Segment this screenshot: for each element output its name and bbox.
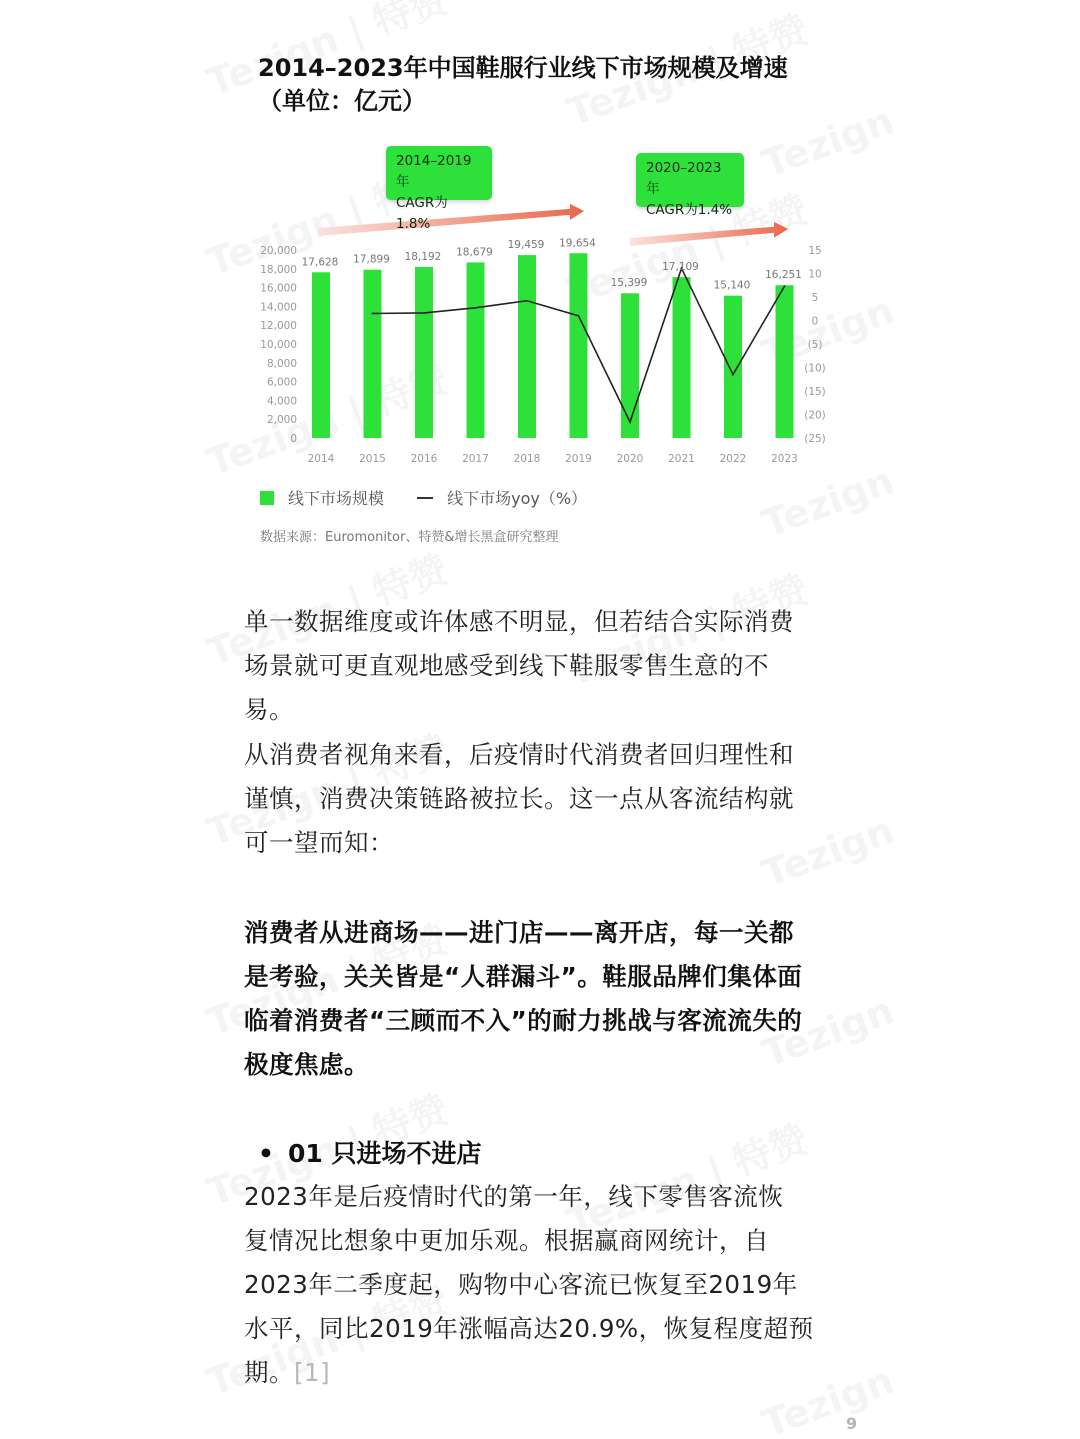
yoy-point-2023 [784, 285, 786, 287]
x-tick-label-2015: 2015 [359, 453, 386, 465]
y-right-tick-label: (25) [804, 433, 826, 445]
legend-line-swatch [417, 497, 433, 499]
paragraph-line: 极度焦虑。 [244, 1050, 369, 1079]
legend-bar-label: 线下市场规模 [288, 489, 385, 508]
x-tick-label-2020: 2020 [616, 453, 644, 465]
y-left-tick-label: 4,000 [266, 395, 297, 408]
yoy-point-2022 [732, 374, 734, 376]
badge-cagr: CAGR为1.8% [396, 195, 448, 232]
paragraph-4 [244, 1175, 844, 1395]
data-label-2017: 18,679 [456, 246, 493, 259]
yoy-point-2019 [578, 315, 580, 317]
y-left-tick-label: 6,000 [266, 376, 297, 389]
chart-source: 数据来源：Euromonitor、特赞&增长黑盒研究整理 [260, 530, 559, 545]
section-heading-text: 01 只进场不进店 [287, 1139, 482, 1168]
y-left-tick-label: 10,000 [260, 339, 297, 351]
x-tick-label-2016: 2016 [410, 453, 438, 465]
x-tick-label-2014: 2014 [307, 453, 335, 465]
paragraph-line: 2023年二季度起，购物中心客流已恢复至2019年 [244, 1270, 798, 1299]
paragraph-3-emphasis [244, 911, 844, 1087]
paragraph-line: 可一望而知： [244, 828, 394, 857]
yoy-point-2018 [526, 300, 528, 302]
y-right-tick-label: (5) [807, 339, 823, 351]
y-left-tick-label: 16,000 [260, 282, 297, 295]
y-right-tick-label: (20) [804, 409, 826, 422]
x-tick-label-2019: 2019 [565, 453, 592, 465]
paragraph-line: 场景就可更直观地感受到线下鞋服零售生意的不 [244, 651, 769, 680]
bar-2020 [621, 293, 639, 438]
legend-line-label: 线下市场yoy（%） [447, 489, 588, 508]
paragraph-1 [244, 600, 844, 732]
x-tick-label-2018: 2018 [513, 453, 541, 465]
y-left-tick-label: 18,000 [260, 263, 297, 276]
badge-cagr: CAGR为1.4% [646, 202, 733, 218]
bar-2014 [312, 272, 330, 438]
y-left-tick-label: 12,000 [260, 320, 297, 333]
paragraph-line: 消费者从进商场——进门店——离开店，每一关都 [244, 918, 794, 947]
data-label-2020: 15,399 [610, 277, 648, 290]
y-right-tick-label: (15) [804, 386, 826, 398]
chart-legend [260, 486, 587, 509]
y-left-tick-label: 20,000 [260, 245, 297, 257]
cagr-badge-2014-2019 [386, 146, 492, 232]
paragraph-line [244, 1351, 844, 1395]
bar-2019 [570, 253, 588, 438]
bar-2015 [364, 270, 382, 438]
y-left-tick-label: 0 [290, 433, 297, 445]
x-tick-label-2021: 2021 [668, 453, 695, 465]
yoy-point-2016 [423, 312, 425, 314]
y-left-tick-label: 8,000 [266, 357, 297, 370]
paragraph-line: 水平，同比2019年涨幅高达20.9%，恢复程度超预 [244, 1314, 814, 1343]
paragraph-line: 临着消费者“三顾而不入”的耐力挑战与客流流失的 [244, 1006, 803, 1035]
section-heading [258, 1132, 481, 1176]
yoy-point-2020 [629, 421, 631, 423]
y-right-tick-label: 0 [811, 315, 819, 328]
y-right-tick-label: 15 [808, 245, 822, 257]
paragraph-2 [244, 733, 844, 865]
y-left-tick-label: 2,000 [266, 414, 297, 427]
badge-period: 2014–2019年 [396, 153, 472, 190]
bar-2021 [673, 277, 691, 438]
x-tick-label-2022: 2022 [719, 453, 747, 465]
chart-title-line1: 2014–2023年中国鞋服行业线下市场规模及增速 [258, 54, 788, 82]
data-label-2021: 17,109 [662, 261, 699, 274]
data-label-2019: 19,654 [559, 237, 596, 250]
paragraph-line: 复情况比想象中更加乐观。根据赢商网统计，自 [244, 1226, 769, 1255]
paragraph-line: 单一数据维度或许体感不明显，但若结合实际消费 [244, 607, 794, 636]
x-tick-label-2023: 2023 [771, 453, 798, 465]
combo-chart [0, 0, 1080, 480]
paragraph-line: 易。 [244, 695, 294, 724]
x-tick-label-2017: 2017 [462, 453, 489, 465]
data-label-2023: 16,251 [765, 269, 802, 282]
y-left-tick-label: 14,000 [260, 301, 297, 314]
yoy-point-2015 [372, 313, 374, 315]
bar-2022 [724, 296, 742, 438]
y-right-tick-label: 10 [808, 268, 822, 281]
paragraph-line: 是考验，关关皆是“人群漏斗”。鞋服品牌们集体面 [244, 962, 803, 991]
chart-title-line2: （单位：亿元） [258, 87, 426, 115]
bullet-dot: • [258, 1139, 274, 1168]
reference-link[interactable]: [1] [294, 1358, 331, 1387]
paragraph-line: 从消费者视角来看，后疫情时代消费者回归理性和 [244, 740, 794, 769]
bar-2018 [518, 255, 536, 438]
data-label-2014: 17,628 [301, 256, 339, 269]
bar-2016 [415, 267, 433, 438]
data-label-2016: 18,192 [404, 250, 442, 263]
page-number: 9 [846, 1414, 858, 1433]
paragraph-line: 2023年是后疫情时代的第一年，线下零售客流恢 [244, 1182, 784, 1211]
bar-2023 [776, 285, 794, 438]
bar-2017 [467, 262, 485, 438]
data-label-2015: 17,899 [353, 253, 390, 266]
paragraph-line: 谨慎，消费决策链路被拉长。这一点从客流结构就 [244, 784, 794, 813]
data-label-2018: 19,459 [507, 239, 545, 252]
badge-period: 2020–2023年 [646, 160, 722, 197]
yoy-point-2017 [475, 307, 477, 309]
trend-arrow [630, 222, 788, 246]
paragraph-line-text: 期。 [244, 1358, 294, 1387]
cagr-badge-2020-2023 [636, 153, 744, 218]
y-right-tick-label: 5 [811, 292, 819, 304]
data-label-2022: 15,140 [713, 279, 751, 292]
y-right-tick-label: (10) [804, 362, 826, 375]
legend-bar-swatch [260, 491, 274, 505]
